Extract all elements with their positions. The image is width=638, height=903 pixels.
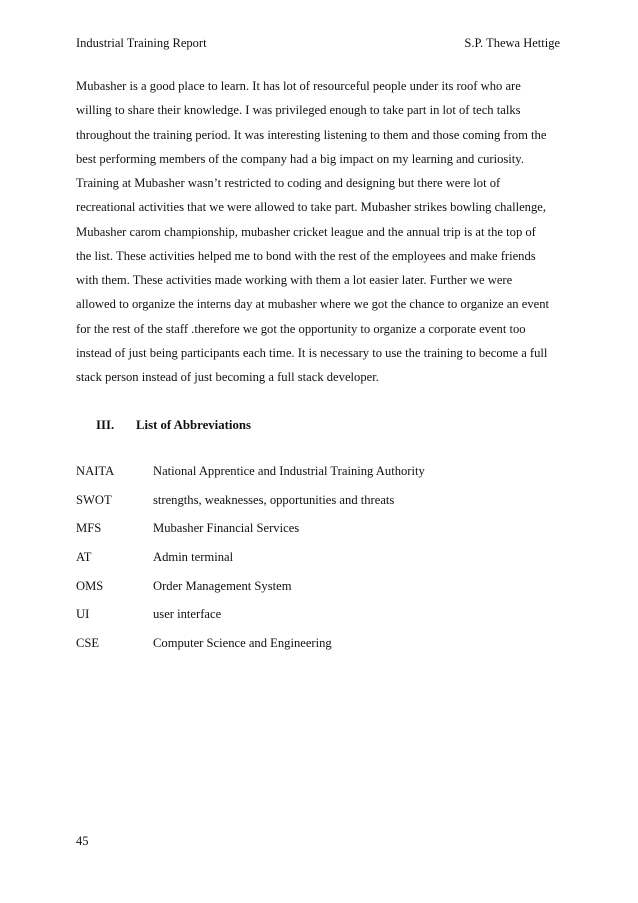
section-title: List of Abbreviations: [136, 418, 251, 432]
page-header: [76, 36, 560, 54]
abbreviation-term: MFS: [76, 521, 102, 536]
abbreviation-term: UI: [76, 607, 90, 622]
abbreviation-definition: strengths, weaknesses, opportunities and threats: [153, 492, 395, 507]
paragraph-line: recreational activities that we were allowed to take part. Mubasher strikes bowling challenge,: [76, 200, 546, 215]
report-title: Industrial Training Report: [76, 36, 207, 50]
page-number: 45: [76, 834, 89, 848]
abbreviations-list: [76, 457, 566, 658]
paragraph-line: stack person instead of just becoming a full stack developer.: [76, 370, 379, 385]
paragraph-line: throughout the training period. It was interesting listening to them and those coming from the: [76, 127, 547, 142]
paragraph-line: with them. These activities made working with them a lot easier later. Further we were: [76, 273, 513, 288]
paragraph-line: the list. These activities helped me to bond with the rest of the employees and make friends: [76, 248, 536, 263]
abbreviation-term: CSE: [76, 636, 100, 651]
paragraph-activities: [76, 171, 566, 390]
author-name: S.P. Thewa Hettige: [464, 36, 560, 50]
abbreviation-term: OMS: [76, 578, 104, 593]
abbreviation-definition: Computer Science and Engineering: [153, 636, 332, 651]
abbreviation-term: NAITA: [76, 464, 115, 478]
abbreviation-definition: Admin terminal: [153, 550, 234, 565]
paragraph-line: Mubasher carom championship, mubasher cricket league and the annual trip is at the top of: [76, 224, 536, 239]
paragraph-line: Mubasher is a good place to learn. It has lot of resourceful people under its roof who are: [76, 79, 521, 93]
abbreviation-row-oms: [76, 572, 566, 601]
paragraph-line: willing to share their knowledge. I was privileged enough to take part in lot of tech talks: [76, 103, 521, 118]
abbreviation-row-mfs: [76, 514, 566, 543]
paragraph-line: for the rest of the staff .therefore we got the opportunity to organize a corporate event too: [76, 321, 526, 336]
abbreviation-row-ui: [76, 600, 566, 629]
section-number: III.: [96, 418, 115, 432]
paragraph-line: Training at Mubasher wasn’t restricted to coding and designing but there were lot of: [76, 176, 501, 190]
abbreviation-row-naita: [76, 457, 566, 486]
abbreviation-row-cse: [76, 629, 566, 658]
abbreviation-definition: user interface: [153, 607, 222, 622]
paragraph-line: instead of just being participants each time. It is necessary to use the training to become a full: [76, 346, 548, 361]
abbreviation-definition: Order Management System: [153, 578, 292, 593]
abbreviation-definition: National Apprentice and Industrial Training Authority: [153, 464, 425, 478]
abbreviation-definition: Mubasher Financial Services: [153, 521, 300, 536]
section-heading-abbreviations: [96, 418, 251, 433]
abbreviation-term: SWOT: [76, 492, 112, 507]
paragraph-line: allowed to organize the interns day at mubasher where we got the chance to organize an event: [76, 297, 550, 312]
abbreviation-term: AT: [76, 550, 92, 565]
paragraph-learning: [76, 74, 566, 171]
abbreviation-row-at: [76, 543, 566, 572]
paragraph-line: best performing members of the company had a big impact on my learning and curiosity.: [76, 151, 524, 166]
abbreviation-row-swot: [76, 486, 566, 515]
